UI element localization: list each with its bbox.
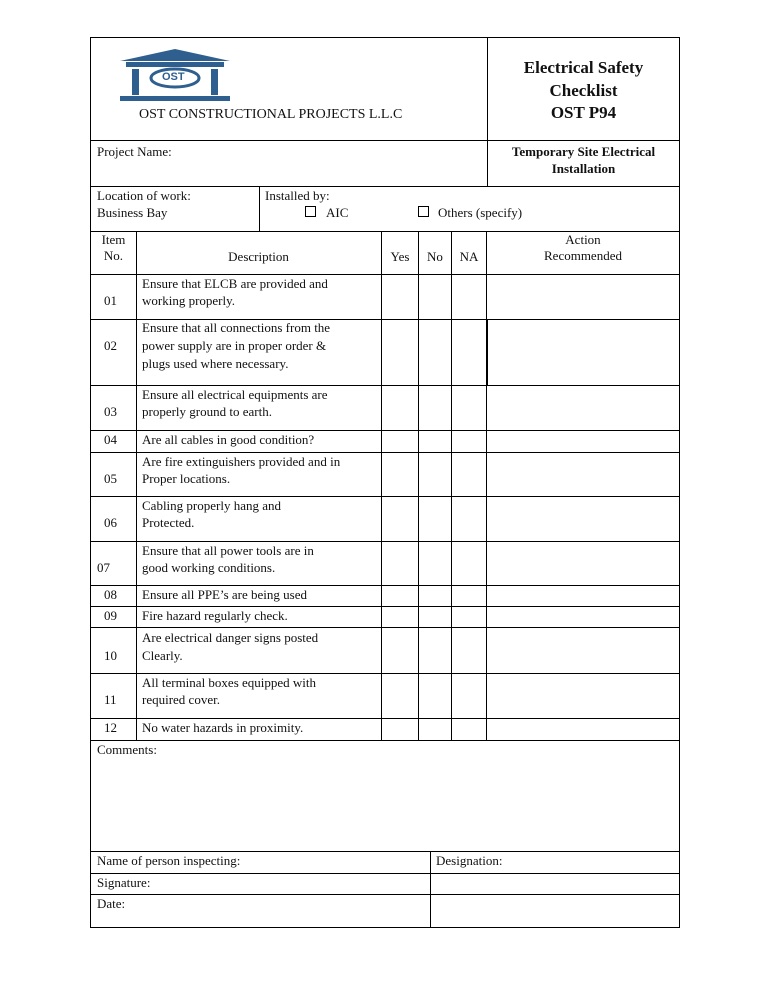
row-07-yes-cell[interactable]: [382, 542, 418, 585]
project-name-label: Project Name:: [97, 144, 172, 159]
row-03-action-cell[interactable]: [488, 386, 679, 430]
row-02-desc-line2: power supply are in proper order &: [142, 338, 327, 353]
row-03-no-cell[interactable]: [419, 386, 451, 430]
row-08-no-cell[interactable]: [419, 586, 451, 606]
company-name: OST CONSTRUCTIONAL PROJECTS L.L.C: [139, 107, 403, 122]
date-label: Date:: [97, 896, 126, 911]
row-09-number: 09: [104, 608, 117, 623]
comments-label: Comments:: [97, 742, 157, 757]
row-05-yes-cell[interactable]: [382, 453, 418, 496]
location-value: Business Bay: [97, 205, 168, 220]
row-10-number: 10: [104, 648, 117, 663]
doc-code: OST P94: [550, 103, 617, 122]
row-10-desc-line1: Are electrical danger signs posted: [142, 630, 319, 645]
row-06-yes-cell[interactable]: [382, 497, 418, 541]
row-08-number: 08: [104, 587, 117, 602]
row-07-desc-line1: Ensure that all power tools are in: [142, 543, 314, 558]
row-06-no-cell[interactable]: [419, 497, 451, 541]
doc-title-line2: Checklist: [549, 81, 618, 100]
row-09-no-cell[interactable]: [419, 607, 451, 627]
col-yes: Yes: [390, 249, 410, 264]
row-12-desc-line1: No water hazards in proximity.: [142, 720, 304, 735]
comments-area[interactable]: [91, 758, 679, 850]
row-08-na-cell[interactable]: [452, 586, 486, 606]
row-06-desc-line2: Protected.: [142, 515, 195, 530]
row-01-number: 01: [104, 293, 117, 308]
row-08-desc-line1: Ensure all PPE’s are being used: [142, 587, 307, 602]
others-label: Others (specify): [438, 205, 523, 220]
row-10-no-cell[interactable]: [419, 628, 451, 673]
row-11-number: 11: [104, 692, 117, 707]
location-label: Location of work:: [97, 188, 191, 203]
designation-label: Designation:: [436, 853, 503, 868]
col-action-line1: Action: [565, 232, 601, 247]
row-01-no-cell[interactable]: [419, 275, 451, 319]
row-06-na-cell[interactable]: [452, 497, 486, 541]
row-05-desc-line1: Are fire extinguishers provided and in: [142, 454, 341, 469]
aic-checkbox[interactable]: [305, 206, 316, 217]
row-07-na-cell[interactable]: [452, 542, 486, 585]
row-03-desc-line2: properly ground to earth.: [142, 404, 272, 419]
row-02-no-cell[interactable]: [419, 320, 451, 385]
others-checkbox[interactable]: [418, 206, 429, 217]
row-01-yes-cell[interactable]: [382, 275, 418, 319]
doc-subtitle-line1: Temporary Site Electrical: [511, 144, 656, 159]
row-10-desc-line2: Clearly.: [142, 648, 183, 663]
row-12-no-cell[interactable]: [419, 719, 451, 740]
col-description: Description: [228, 249, 289, 264]
col-action-line2: Recommended: [544, 248, 622, 263]
doc-title-line1: Electrical Safety: [523, 58, 644, 77]
row-02-yes-cell[interactable]: [382, 320, 418, 385]
row-04-na-cell[interactable]: [452, 431, 486, 452]
row-04-number: 04: [104, 432, 117, 447]
signature-label: Signature:: [97, 875, 151, 890]
row-11-no-cell[interactable]: [419, 674, 451, 718]
aic-label: AIC: [326, 205, 349, 220]
row-04-yes-cell[interactable]: [382, 431, 418, 452]
row-12-action-cell[interactable]: [488, 719, 679, 740]
col-item-line1: Item: [101, 232, 126, 247]
row-02-desc-line3: plugs used where necessary.: [142, 356, 289, 371]
row-03-na-cell[interactable]: [452, 386, 486, 430]
row-01-desc-line2: working properly.: [142, 293, 236, 308]
doc-subtitle-line2: Installation: [551, 161, 616, 176]
row-10-na-cell[interactable]: [452, 628, 486, 673]
row-04-no-cell[interactable]: [419, 431, 451, 452]
row-03-desc-line1: Ensure all electrical equipments are: [142, 387, 328, 402]
company-logo: [112, 45, 238, 103]
row-05-na-cell[interactable]: [452, 453, 486, 496]
row-09-desc-line1: Fire hazard regularly check.: [142, 608, 288, 623]
row-12-yes-cell[interactable]: [382, 719, 418, 740]
row-09-action-cell[interactable]: [488, 607, 679, 627]
row-02-number: 02: [104, 338, 117, 353]
row-06-desc-line1: Cabling properly hang and: [142, 498, 281, 513]
row-12-na-cell[interactable]: [452, 719, 486, 740]
row-09-na-cell[interactable]: [452, 607, 486, 627]
row-02-action-cell[interactable]: [488, 320, 679, 385]
col-item-line2: No.: [103, 248, 124, 263]
row-07-number: 07: [97, 560, 110, 575]
row-07-action-cell[interactable]: [488, 542, 679, 585]
row-03-number: 03: [104, 404, 117, 419]
row-02-desc-line1: Ensure that all connections from the: [142, 320, 331, 335]
row-05-no-cell[interactable]: [419, 453, 451, 496]
row-10-yes-cell[interactable]: [382, 628, 418, 673]
row-01-action-cell[interactable]: [488, 275, 679, 319]
row-07-desc-line2: good working conditions.: [142, 560, 276, 575]
row-02-na-cell[interactable]: [452, 320, 486, 385]
row-12-number: 12: [104, 720, 117, 735]
row-11-na-cell[interactable]: [452, 674, 486, 718]
row-05-desc-line2: Proper locations.: [142, 471, 231, 486]
row-11-yes-cell[interactable]: [382, 674, 418, 718]
row-06-number: 06: [104, 515, 117, 530]
row-07-no-cell[interactable]: [419, 542, 451, 585]
row-11-action-cell[interactable]: [488, 674, 679, 718]
logo-text: OST: [162, 71, 185, 83]
row-10-action-cell[interactable]: [488, 628, 679, 673]
row-08-action-cell[interactable]: [488, 586, 679, 606]
row-01-na-cell[interactable]: [452, 275, 486, 319]
installed-by-label: Installed by:: [265, 188, 330, 203]
row-08-yes-cell[interactable]: [382, 586, 418, 606]
inspector-label: Name of person inspecting:: [97, 853, 241, 868]
row-06-action-cell[interactable]: [488, 497, 679, 541]
row-04-action-cell[interactable]: [488, 431, 679, 452]
row-01-desc-line1: Ensure that ELCB are provided and: [142, 276, 328, 291]
row-03-yes-cell[interactable]: [382, 386, 418, 430]
row-04-desc-line1: Are all cables in good condition?: [142, 432, 315, 447]
col-na: NA: [459, 249, 479, 264]
row-11-desc-line2: required cover.: [142, 692, 220, 707]
row-05-action-cell[interactable]: [488, 453, 679, 496]
row-11-desc-line1: All terminal boxes equipped with: [142, 675, 317, 690]
row-09-yes-cell[interactable]: [382, 607, 418, 627]
row-05-number: 05: [104, 471, 117, 486]
col-no: No: [427, 249, 443, 264]
